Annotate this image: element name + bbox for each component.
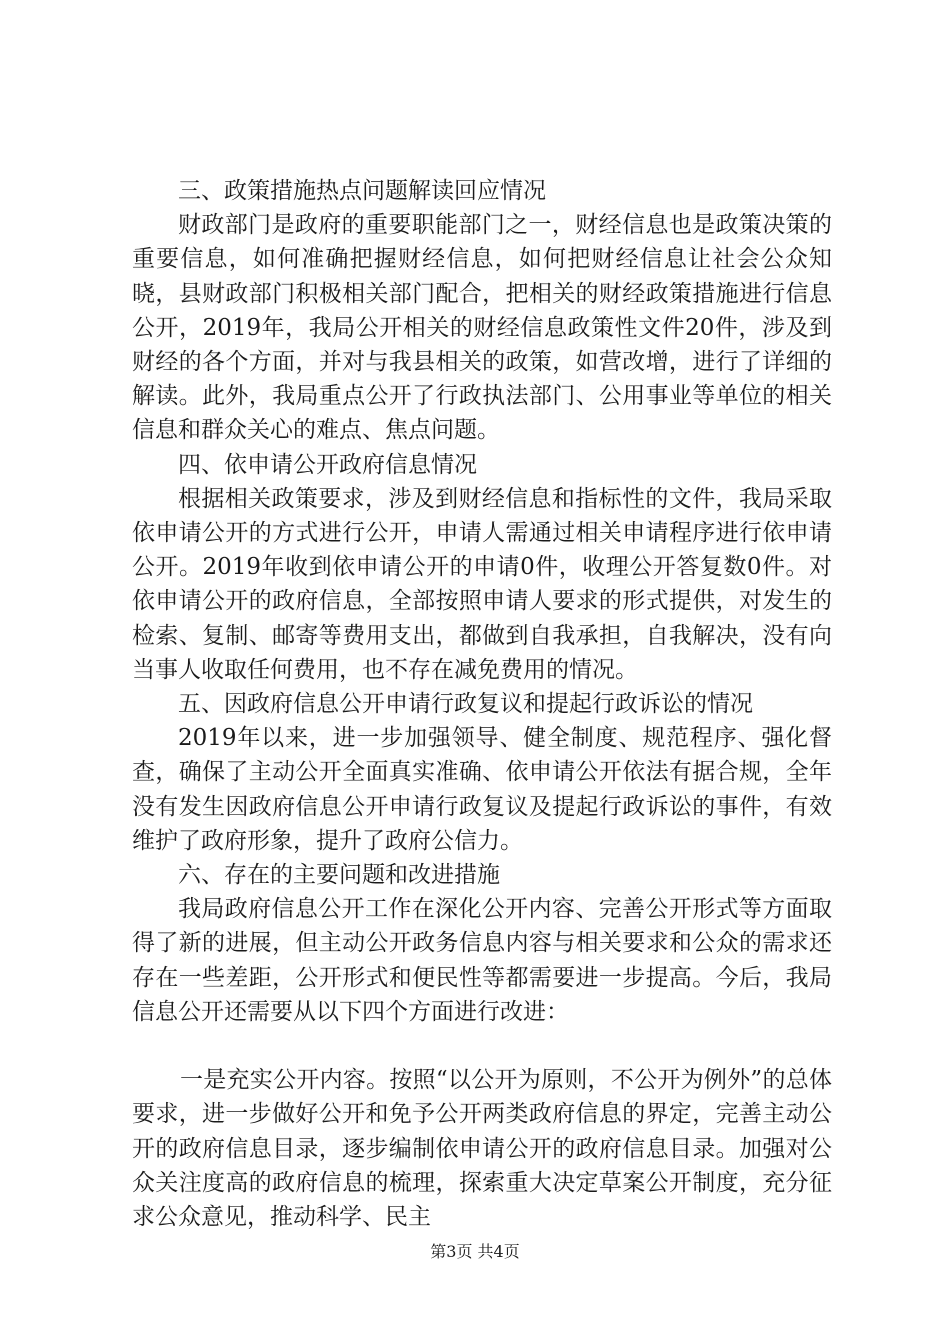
paragraph-application-disclosure: 根据相关政策要求，涉及到财经信息和指标性的文件，我局采取依申请公开的方式进行公开，申请人需通过相关申请程序进行依申请公开。2019年收到依申请公开的申请0件，收理公开答复数0件。对依申请公开的政府信息，全部按照申请人要求的形式提供，对发生的检索、复制、邮寄等费用支出，都做到自我承担，自我解决，没有向当事人收取任何费用，也不存在减免费用的情况。	[132, 485, 832, 683]
paragraph-problems: 我局政府信息公开工作在深化公开内容、完善公开形式等方面取得了新的进展，但主动公开政务信息内容与相关要求和公众的需求还存在一些差距，公开形式和便民性等都需要进一步提高。今后，我局信息公开还需要从以下四个方面进行改进：	[132, 896, 832, 1025]
document-body	[132, 174, 832, 1234]
section-heading-5: 五、因政府信息公开申请行政复议和提起行政诉讼的情况	[178, 691, 753, 718]
paragraph-policy-interpretation: 财政部门是政府的重要职能部门之一，财经信息也是政策决策的重要信息，如何准确把握财经信息，如何把财经信息让社会公众知晓，县财政部门积极相关部门配合，把相关的财经政策措施进行信息公开，2019年，我局公开相关的财经信息政策性文件20件，涉及到财经的各个方面，并对与我县相关的政策，如营改增，进行了详细的解读。此外，我局重点公开了行政执法部门、公用事业等单位的相关信息和群众关心的难点、焦点问题。	[132, 212, 832, 444]
paragraph-review-litigation: 2019年以来，进一步加强领导、健全制度、规范程序、强化督查，确保了主动公开全面真实准确、依申请公开依法有据合规，全年没有发生因政府信息公开申请行政复议及提起行政诉讼的事件，有效维护了政府形象，提升了政府公信力。	[132, 725, 832, 854]
paragraph-improvement-1: 一是充实公开内容。按照“以公开为原则，不公开为例外”的总体要求，进一步做好公开和免予公开两类政府信息的界定，完善主动公开的政府信息目录，逐步编制依申请公开的政府信息目录。加强对公众关注度高的政府信息的梳理，探索重大决定草案公开制度，充分征求公众意见，推动科学、民主	[132, 1067, 832, 1231]
section-heading-6: 六、存在的主要问题和改进措施	[178, 862, 500, 889]
section-heading-4: 四、依申请公开政府信息情况	[178, 451, 477, 478]
section-heading-3: 三、政策措施热点问题解读回应情况	[178, 178, 546, 204]
page-footer: 第3页 共4页	[430, 1242, 520, 1261]
